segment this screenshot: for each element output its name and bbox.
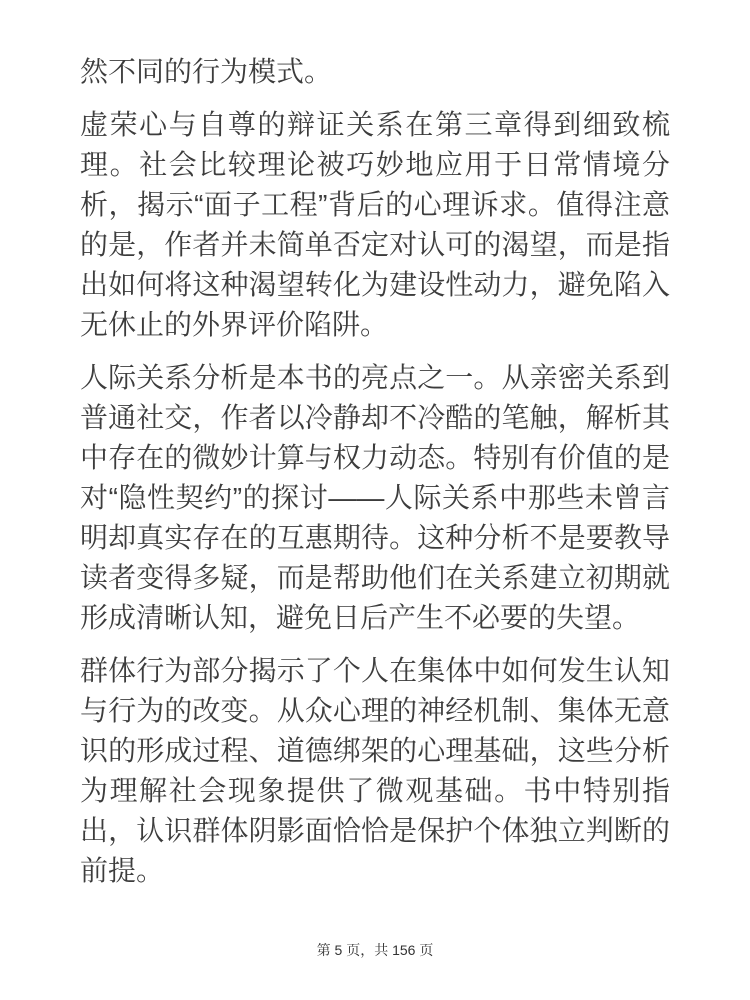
paragraph-vanity-self-esteem: 虚荣心与自尊的辩证关系在第三章得到细致梳理。社会比较理论被巧妙地应用于日常情境分析，揭示“面子工程”背后的心理诉求。值得注意的是，作者并未简单否定对认可的渴望，而是指出如何将这种渴望转化为建设性动力，避免陷入无休止的外界评价陷阱。 [80, 109, 670, 340]
paragraph-continuation: 然不同的行为模式。 [80, 56, 333, 87]
paragraph-interpersonal-relations: 人际关系分析是本书的亮点之一。从亲密关系到普通社交，作者以冷静却不冷酷的笔触，解析其中存在的微妙计算与权力动态。特别有价值的是对“隐性契约”的探讨——人际关系中那些未曾言明却真实存在的互惠期待。这种分析不是要教导读者变得多疑，而是帮助他们在关系建立初期就形成清晰认知，避免日后产生不必要的失望。 [80, 362, 670, 633]
document-text-body [80, 52, 670, 904]
page-number-footer: 第 5 页，共 156 页 [316, 942, 434, 958]
paragraph-group-behavior: 群体行为部分揭示了个人在集体中如何发生认知与行为的改变。从众心理的神经机制、集体无意识的形成过程、道德绑架的心理基础，这些分析为理解社会现象提供了微观基础。书中特别指出，认识群体阴影面恰恰是保护个体独立判断的前提。 [80, 655, 670, 886]
